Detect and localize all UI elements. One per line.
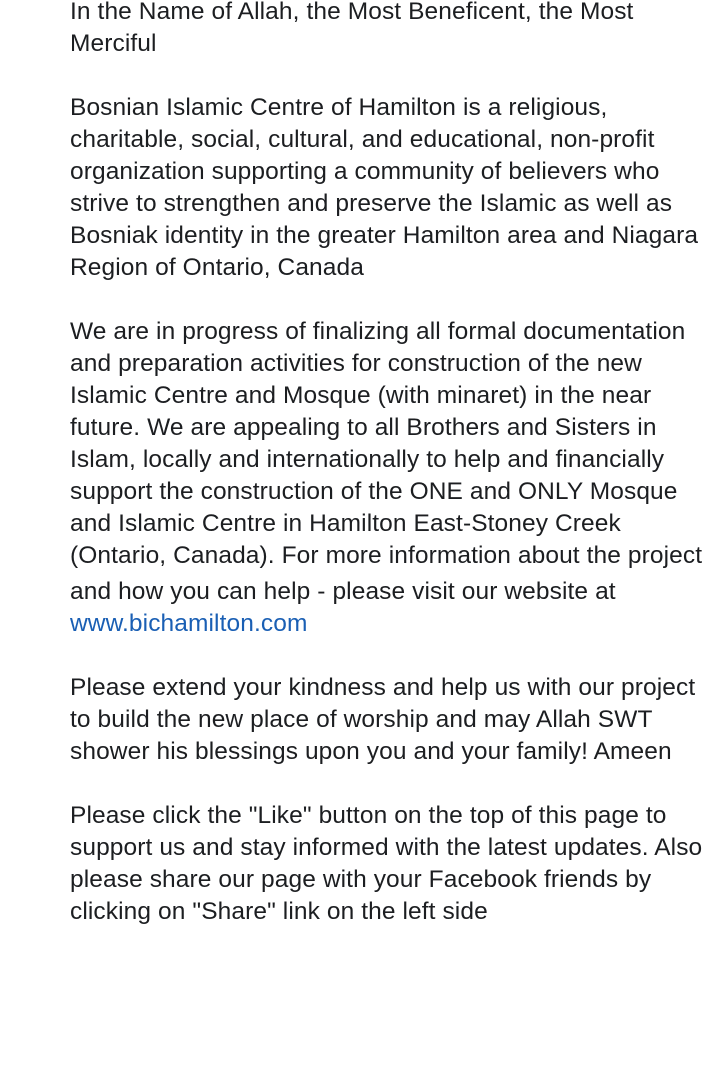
about-page (70, 0, 710, 960)
intro-text: Bosnian Islamic Centre of Hamilton is a religious, charitable, social, cultural, and educational, non-profit organization supporting a community of believers who strive to strengthen and preserve the Islamic as well as Bosniak identity in the greater Hamilton area and Niagara Region of Ontario, Canada (70, 94, 699, 281)
website-prefix: website at (504, 578, 616, 605)
share-note-text: Please click the "Like" button on the top of this page to support us and stay informed with the latest updates. Also please share our page with your Facebook friends by clicking on "Share" link on the left side (70, 802, 703, 925)
greeting-text: In the Name of Allah, the Most Beneficent, the Most Merciful (70, 0, 634, 57)
project-paragraph (70, 316, 710, 640)
appeal-text: Please extend your kindness and help us with our project to build the new place of worship and may Allah SWT shower his blessings upon you and your family! Ameen (70, 674, 696, 765)
website-link[interactable]: www.bichamilton.com (70, 610, 308, 637)
project-text: We are in progress of finalizing all formal documentation and preparation activities for construction of the new Islamic Centre and Mosque (with minaret) in the near future. We are appealing to all Brothers and Sisters in Islam, locally and internationally to help and financially support the construction of the ONE and ONLY Mosque and Islamic Centre in Hamilton East-Stoney Creek (Ontario, Canada). For more information about the project and how you can help - please visit our (70, 318, 703, 605)
